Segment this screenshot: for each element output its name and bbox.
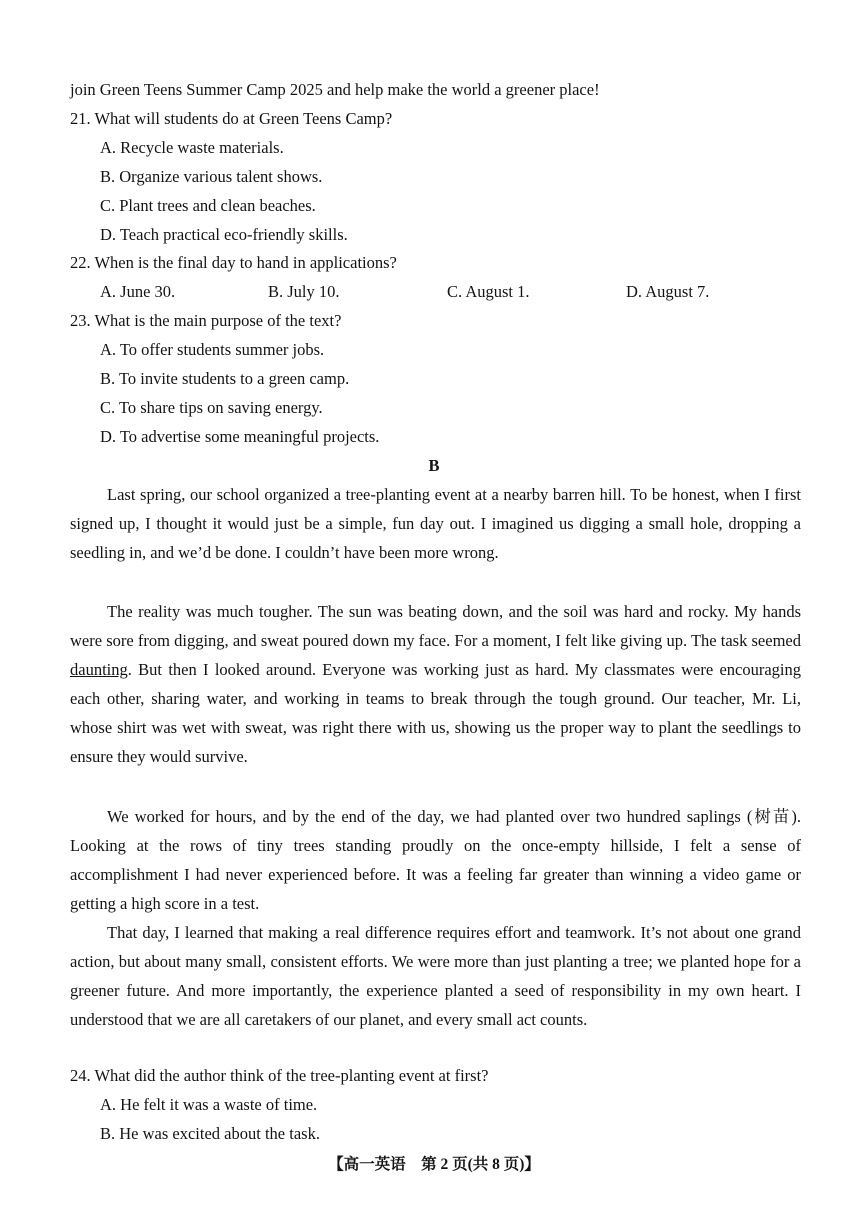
section-b-heading: B bbox=[428, 456, 440, 475]
question-21-stem: 21. What will students do at Green Teens Camp? bbox=[70, 109, 393, 128]
question-22-option-d: D. August 7. bbox=[626, 282, 710, 301]
question-22-stem: 22. When is the final day to hand in applications? bbox=[70, 253, 397, 272]
page-footer: 【高一英语 第 2 页(共 8 页)】 bbox=[328, 1156, 540, 1173]
paragraph-2-text-end: . But then I looked around. Everyone was working just as hard. My classmates were encouraging each other, sharing water, and working in teams to break through the tough ground. Our teacher, Mr. Li, whose shirt was wet with sweat, was right there with us, showing us the proper way to plant the seedlings to ensure they would survive. bbox=[70, 660, 801, 767]
question-21-option-b: B. Organize various talent shows. bbox=[100, 167, 323, 186]
question-23-option-c: C. To share tips on saving energy. bbox=[100, 398, 323, 417]
passage-a-closing-line: join Green Teens Summer Camp 2025 and help make the world a greener place! bbox=[70, 80, 600, 99]
question-21-option-d: D. Teach practical eco-friendly skills. bbox=[100, 225, 348, 244]
underlined-word-daunting: daunting bbox=[70, 660, 128, 680]
question-24-option-b: B. He was excited about the task. bbox=[100, 1124, 320, 1143]
question-24-stem: 24. What did the author think of the tree-planting event at first? bbox=[70, 1066, 489, 1085]
question-23-option-d: D. To advertise some meaningful projects. bbox=[100, 427, 380, 446]
question-21-option-a: A. Recycle waste materials. bbox=[100, 138, 284, 157]
question-23-stem: 23. What is the main purpose of the text? bbox=[70, 311, 342, 330]
passage-b-paragraph-3: We worked for hours, and by the end of the day, we had planted over two hundred saplings (树苗). Looking at the rows of tiny trees standing proudly on the once-empty hillside, I felt a sense of accomplishment I had never experienced before. It was a feeling far greater than winning a video game or getting a high score in a test. bbox=[70, 807, 801, 914]
paragraph-2-text-start: The reality was much tougher. The sun was beating down, and the soil was hard and rocky. My hands were sore from digging, and sweat poured down my face. For a moment, I felt like giving up. The task seemed bbox=[70, 602, 801, 651]
passage-b-paragraph-1: Last spring, our school organized a tree-planting event at a nearby barren hill. To be honest, when I first signed up, I thought it would just be a simple, fun day out. I imagined us digging a small hole, dropping a seedling in, and we’d be done. I couldn’t have been more wrong. bbox=[70, 485, 801, 563]
passage-b-paragraph-4: That day, I learned that making a real difference requires effort and teamwork. It’s not about one grand action, but about many small, consistent efforts. We were more than just planting a tree; we planted hope for a greener future. And more importantly, the experience planted a seed of responsibility in my own heart. I understood that we are all caretakers of our planet, and every small act counts. bbox=[70, 923, 801, 1030]
question-23-option-a: A. To offer students summer jobs. bbox=[100, 340, 325, 359]
question-21-option-c: C. Plant trees and clean beaches. bbox=[100, 196, 316, 215]
question-22-option-c: C. August 1. bbox=[447, 282, 530, 301]
question-23-option-b: B. To invite students to a green camp. bbox=[100, 369, 350, 388]
passage-b-paragraph-2 bbox=[70, 597, 801, 772]
question-22-options bbox=[0, 281, 868, 303]
question-22-option-a: A. June 30. bbox=[100, 282, 176, 301]
question-24-option-a: A. He felt it was a waste of time. bbox=[100, 1095, 318, 1114]
question-22-option-b: B. July 10. bbox=[268, 282, 340, 301]
